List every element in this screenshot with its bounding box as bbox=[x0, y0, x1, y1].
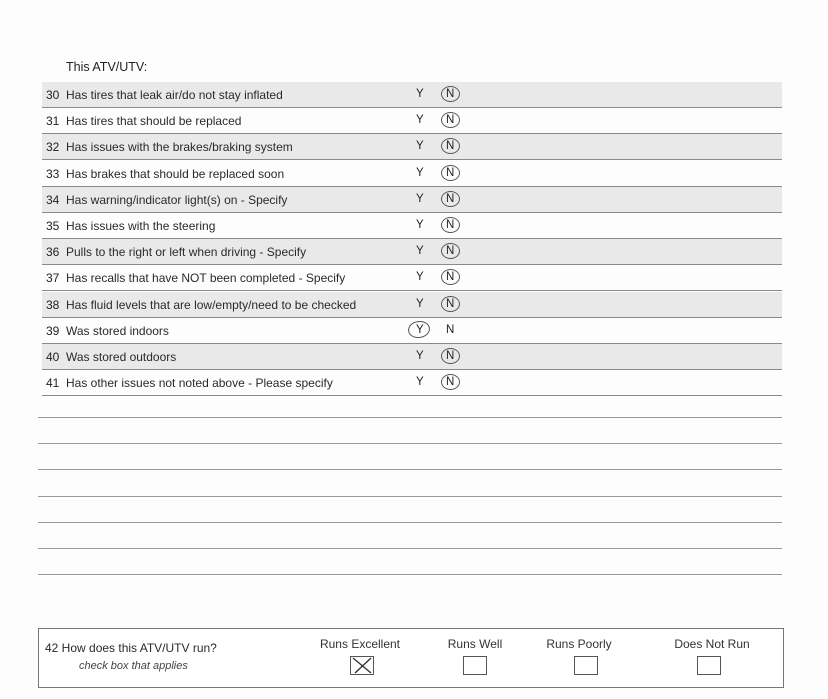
question-number: 33 bbox=[46, 166, 60, 181]
yes-option[interactable]: Y bbox=[416, 88, 424, 100]
yes-option[interactable]: Y bbox=[416, 192, 424, 205]
blank-line bbox=[38, 574, 782, 575]
question-text: Has tires that leak air/do not stay inflated bbox=[66, 88, 283, 102]
x-check-mark-icon bbox=[351, 657, 373, 674]
no-option[interactable]: N bbox=[446, 88, 455, 100]
no-option[interactable]: N bbox=[446, 376, 455, 389]
question-row bbox=[42, 239, 782, 265]
no-option[interactable]: N bbox=[446, 323, 455, 336]
blank-line bbox=[38, 522, 782, 523]
blank-line bbox=[38, 548, 782, 549]
question-number: 38 bbox=[46, 297, 60, 312]
question-text: Was stored indoors bbox=[66, 323, 169, 338]
answer-circle-mark bbox=[441, 217, 460, 233]
yes-option[interactable]: Y bbox=[416, 166, 424, 179]
question-text: Has recalls that have NOT been completed - Specify bbox=[66, 271, 346, 286]
answer-circle-mark bbox=[441, 191, 460, 207]
question-42-label: 42 How does this ATV/UTV run? bbox=[45, 641, 217, 655]
question-number: 36 bbox=[46, 245, 60, 260]
yes-option[interactable]: Y bbox=[416, 219, 424, 231]
answer-circle-mark bbox=[441, 296, 460, 312]
question-number: 31 bbox=[46, 114, 60, 129]
question-row bbox=[42, 134, 782, 160]
no-option[interactable]: N bbox=[446, 140, 455, 153]
yes-option[interactable]: Y bbox=[416, 271, 424, 284]
answer-circle-mark bbox=[407, 319, 431, 339]
no-option[interactable]: N bbox=[446, 245, 455, 258]
answer-circle-mark bbox=[441, 165, 460, 181]
no-option[interactable]: N bbox=[446, 271, 455, 284]
option-runs-poorly-label: Runs Poorly bbox=[546, 637, 612, 651]
question-number: 32 bbox=[46, 140, 60, 155]
question-number: 40 bbox=[46, 350, 60, 364]
answer-circle-mark bbox=[441, 269, 460, 285]
question-text: Was stored outdoors bbox=[66, 350, 177, 364]
blank-line bbox=[38, 443, 782, 444]
yes-option[interactable]: Y bbox=[416, 140, 424, 153]
runs-excellent-checkbox[interactable] bbox=[350, 656, 374, 675]
question-text: Has issues with the brakes/braking system bbox=[66, 140, 293, 155]
question-text: Has other issues not noted above - Please specify bbox=[66, 376, 333, 391]
question-number: 35 bbox=[46, 219, 60, 233]
question-text: Has fluid levels that are low/empty/need to be checked bbox=[66, 297, 357, 312]
yes-option[interactable]: Y bbox=[416, 323, 424, 336]
no-option[interactable]: N bbox=[446, 114, 455, 127]
option-does-not-run-label: Does Not Run bbox=[674, 637, 750, 651]
question-row bbox=[42, 344, 782, 370]
question-text: Has brakes that should be replaced soon bbox=[66, 166, 285, 181]
question-row bbox=[42, 161, 782, 187]
no-option[interactable]: N bbox=[446, 297, 455, 310]
yes-option[interactable]: Y bbox=[416, 297, 424, 310]
no-option[interactable]: N bbox=[446, 166, 455, 179]
question-row bbox=[42, 82, 782, 108]
answer-circle-mark bbox=[441, 112, 460, 128]
question-text: Pulls to the right or left when driving - Specify bbox=[66, 245, 307, 260]
answer-circle-mark bbox=[441, 138, 460, 154]
question-row bbox=[42, 108, 782, 134]
blank-line bbox=[38, 496, 782, 497]
option-runs-excellent-label: Runs Excellent bbox=[319, 637, 401, 651]
question-number: 41 bbox=[46, 376, 60, 391]
yes-option[interactable]: Y bbox=[416, 245, 424, 258]
runs-poorly-checkbox[interactable] bbox=[574, 656, 598, 675]
question-row bbox=[42, 318, 782, 344]
option-runs-well-label: Runs Well bbox=[447, 637, 503, 651]
answer-circle-mark bbox=[441, 243, 460, 259]
yes-option[interactable]: Y bbox=[416, 114, 424, 127]
blank-line bbox=[38, 417, 782, 418]
question-number: 37 bbox=[46, 271, 60, 286]
answer-circle-mark bbox=[441, 348, 460, 364]
answer-circle-mark bbox=[441, 374, 460, 390]
no-option[interactable]: N bbox=[446, 350, 455, 362]
question-42-instruction: check box that applies bbox=[79, 660, 188, 672]
question-row bbox=[42, 187, 782, 213]
question-row bbox=[42, 370, 782, 396]
question-row bbox=[42, 265, 782, 291]
runs-well-checkbox[interactable] bbox=[463, 656, 487, 675]
question-text: Has tires that should be replaced bbox=[66, 114, 242, 129]
question-number: 34 bbox=[46, 192, 60, 207]
no-option[interactable]: N bbox=[446, 219, 455, 231]
does-not-run-checkbox[interactable] bbox=[697, 656, 721, 675]
yes-option[interactable]: Y bbox=[416, 350, 424, 362]
section-title: This ATV/UTV: bbox=[66, 60, 148, 74]
question-row bbox=[42, 213, 782, 239]
question-number: 39 bbox=[46, 323, 60, 338]
question-text: Has warning/indicator light(s) on - Specify bbox=[66, 192, 288, 207]
blank-line bbox=[38, 469, 782, 470]
question-row bbox=[42, 292, 782, 318]
question-42-box bbox=[38, 628, 784, 688]
no-option[interactable]: N bbox=[446, 192, 455, 205]
question-text: Has issues with the steering bbox=[66, 219, 216, 233]
yes-option[interactable]: Y bbox=[416, 376, 424, 389]
answer-circle-mark bbox=[441, 86, 460, 102]
question-number: 30 bbox=[46, 88, 60, 102]
